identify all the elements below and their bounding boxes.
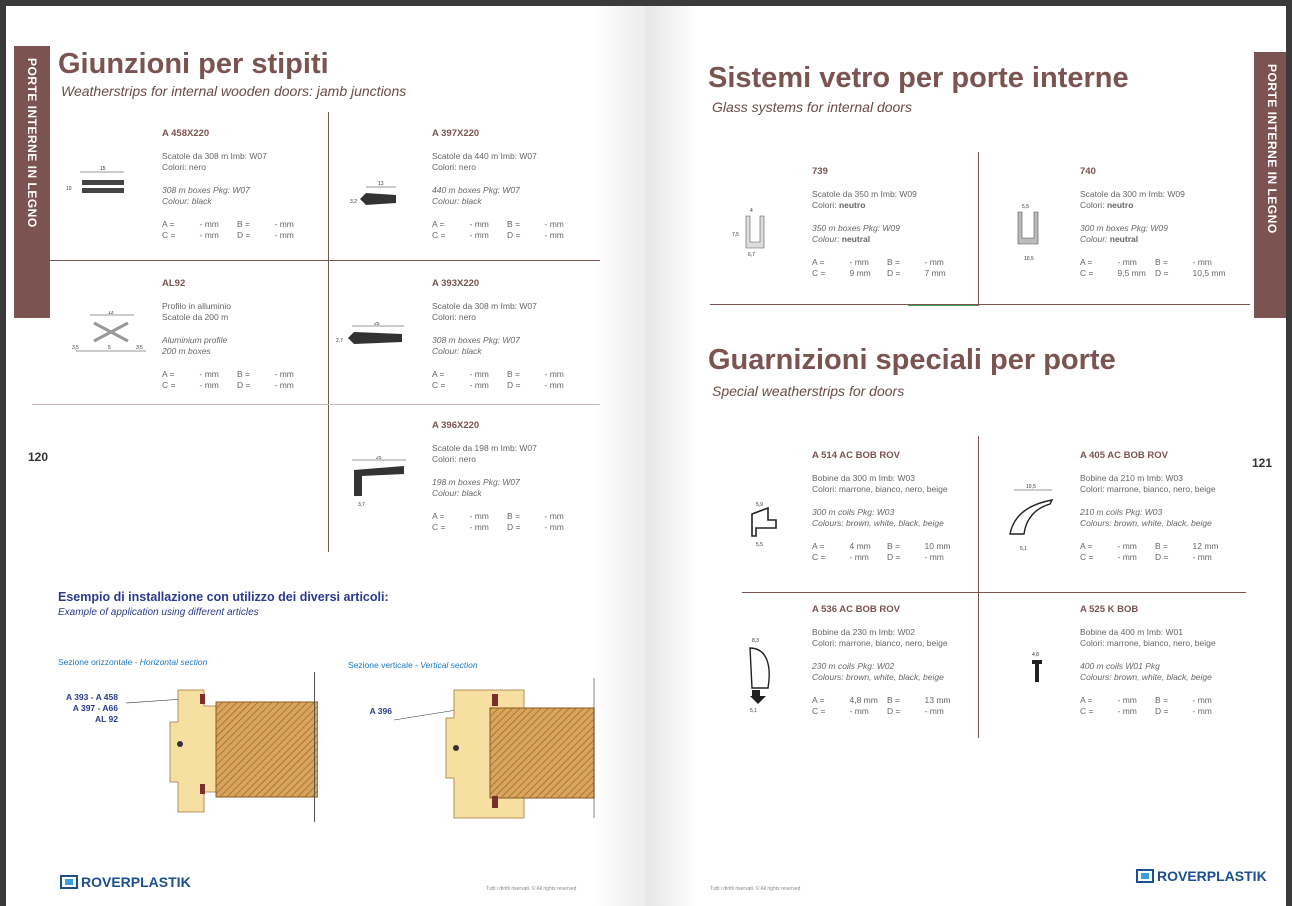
copyright-footer: Tutti i diritti riservati. © All rights reserved bbox=[710, 886, 801, 892]
svg-text:2,7: 2,7 bbox=[336, 338, 343, 344]
page-number: 121 bbox=[1252, 456, 1273, 470]
copyright-footer: Tutti i diritti riservati. © All rights reserved bbox=[486, 886, 577, 892]
profile-drawing bbox=[336, 322, 406, 352]
svg-text:3,5: 3,5 bbox=[136, 345, 143, 351]
svg-text:10,5: 10,5 bbox=[1026, 484, 1036, 490]
svg-text:13: 13 bbox=[378, 181, 384, 187]
svg-text:4,8: 4,8 bbox=[1032, 652, 1039, 658]
side-tab: PORTE INTERNE IN LEGNO bbox=[14, 46, 50, 318]
callout-label: A 396 bbox=[369, 706, 392, 716]
section-subtitle-special: Special weatherstrips for doors bbox=[712, 383, 905, 399]
product-cell: 739 Scatole da 350 m Imb: W09 Colori: neutro 350 m boxes Pkg: W09 Colour: neutral A = - mm B = - mm C = 9 mm D = 7 mm bbox=[812, 166, 946, 278]
svg-text:5,1: 5,1 bbox=[1020, 546, 1027, 552]
logo-icon bbox=[1136, 869, 1154, 883]
product-cell: A 536 AC BOB ROV Bobine da 230 m Imb: W02 Colori: marrone, bianco, nero, beige 230 m coils Pkg: W02 Colours: brown, white, black, beige A = 4,8 mm B = 13 mm C = - mm D = - mm bbox=[812, 604, 951, 716]
section-title-special: Guarnizioni speciali per porte bbox=[708, 344, 1116, 376]
grid-divider bbox=[742, 592, 1246, 593]
product-cell: A 514 AC BOB ROV Bobine da 300 m Imb: W03 Colori: marrone, bianco, nero, beige 300 m coils Pkg: W03 Colours: brown, white, black, beige A = 4 mm B = 10 mm C = - mm D = - mm bbox=[812, 450, 951, 562]
vertical-section-drawing bbox=[394, 678, 604, 828]
right-page bbox=[646, 6, 1286, 906]
svg-text:25: 25 bbox=[374, 322, 380, 327]
page-number: 120 bbox=[28, 450, 49, 464]
profile-drawing bbox=[732, 206, 782, 258]
grid-divider bbox=[978, 152, 979, 306]
example-title: Esempio di installazione con utilizzo dei diversi articoli: bbox=[58, 590, 389, 604]
grid-divider bbox=[978, 436, 979, 738]
left-page bbox=[6, 6, 646, 906]
horizontal-section-drawing bbox=[118, 672, 318, 832]
svg-text:3,2: 3,2 bbox=[350, 199, 357, 205]
grid-accent bbox=[908, 305, 978, 306]
svg-text:8,3: 8,3 bbox=[752, 638, 759, 644]
logo-icon bbox=[60, 875, 78, 889]
section-title-glass: Sistemi vetro per porte interne bbox=[708, 62, 1129, 94]
brand-logo: ROVERPLASTIK bbox=[1136, 868, 1267, 884]
product-cell: A 396X220 Scatole da 198 m Imb: W07 Colori: nero 198 m boxes Pkg: W07 Colour: black A = - mm B = - mm C = - mm D = - mm bbox=[432, 420, 564, 532]
profile-drawing bbox=[1000, 484, 1070, 554]
page-title: Giunzioni per stipiti bbox=[58, 48, 329, 80]
profile-drawing bbox=[342, 456, 422, 508]
grid-divider bbox=[328, 112, 329, 552]
wall-line bbox=[314, 672, 315, 822]
profile-drawing bbox=[1000, 202, 1060, 262]
svg-text:4: 4 bbox=[750, 208, 753, 214]
page-subtitle: Weatherstrips for internal wooden doors: jamb junctions bbox=[61, 83, 407, 99]
svg-text:10,5: 10,5 bbox=[1024, 256, 1034, 262]
product-cell: A 393X220 Scatole da 308 m Imb: W07 Colori: nero 308 m boxes Pkg: W07 Colour: black A = - mm B = - mm C = - mm D = - mm bbox=[432, 278, 564, 390]
example-subtitle: Example of application using different articles bbox=[58, 607, 259, 618]
svg-text:25: 25 bbox=[376, 456, 382, 461]
svg-text:5,1: 5,1 bbox=[750, 708, 757, 714]
svg-text:3,7: 3,7 bbox=[358, 502, 365, 508]
product-cell: A 525 K BOB Bobine da 400 m Imb: W01 Colori: marrone, bianco, nero, beige 400 m coils W01 Pkg Colours: brown, white, black, beige A = - mm B = - mm C = - mm D = - mm bbox=[1080, 604, 1216, 716]
svg-text:5,5: 5,5 bbox=[756, 542, 763, 548]
profile-drawing bbox=[1012, 648, 1052, 698]
svg-text:10: 10 bbox=[66, 186, 72, 192]
svg-text:3,5: 3,5 bbox=[72, 345, 79, 351]
svg-text:5,9: 5,9 bbox=[756, 502, 763, 508]
section-label-vertical: Sezione verticale - Vertical section bbox=[348, 660, 478, 670]
product-cell: A 458X220 Scatole da 308 m Imb: W07 Colori: nero 308 m boxes Pkg: W07 Colour: black A = - mm B = - mm C = - mm D = - mm bbox=[162, 128, 294, 240]
brand-logo: ROVERPLASTIK bbox=[60, 874, 191, 890]
svg-text:13: 13 bbox=[108, 311, 114, 316]
section-subtitle-glass: Glass systems for internal doors bbox=[712, 99, 912, 115]
svg-text:6,7: 6,7 bbox=[748, 252, 755, 258]
profile-drawing bbox=[350, 181, 410, 211]
side-tab: PORTE INTERNE IN LEGNO bbox=[1254, 52, 1286, 318]
product-cell: AL92 Profilo in alluminio Scatole da 200 m Aluminium profile 200 m boxes A = - mm B = - mm C = - mm D = - mm bbox=[162, 278, 294, 390]
product-cell: 740 Scatole da 300 m Imb: W09 Colori: neutro 300 m boxes Pkg: W09 Colour: neutral A = - mm B = - mm C = 9,5 mm D = 10,5 mm bbox=[1080, 166, 1226, 278]
grid-divider bbox=[32, 260, 600, 261]
callout-labels: A 393 - A 458 A 397 - A66 AL 92 bbox=[66, 692, 118, 724]
svg-text:7,5: 7,5 bbox=[732, 232, 739, 238]
svg-text:15: 15 bbox=[100, 166, 106, 172]
grid-divider bbox=[710, 304, 1250, 305]
profile-drawing bbox=[732, 634, 782, 714]
profile-drawing bbox=[72, 311, 152, 361]
profile-drawing bbox=[64, 166, 144, 201]
svg-text:5,5: 5,5 bbox=[1022, 204, 1029, 210]
svg-text:5: 5 bbox=[108, 345, 111, 351]
profile-drawing bbox=[746, 498, 786, 548]
product-cell: A 397X220 Scatole da 440 m Imb: W07 Colori: nero 440 m boxes Pkg: W07 Colour: black A = - mm B = - mm C = - mm D = - mm bbox=[432, 128, 564, 240]
grid-divider bbox=[32, 404, 600, 405]
section-label-horizontal: Sezione orizzontale - Horizontal section bbox=[58, 657, 208, 667]
product-cell: A 405 AC BOB ROV Bobine da 210 m Imb: W03 Colori: marrone, bianco, nero, beige 210 m coils Pkg: W03 Colours: brown, white, black, beige A = - mm B = 12 mm C = - mm D = - mm bbox=[1080, 450, 1219, 562]
